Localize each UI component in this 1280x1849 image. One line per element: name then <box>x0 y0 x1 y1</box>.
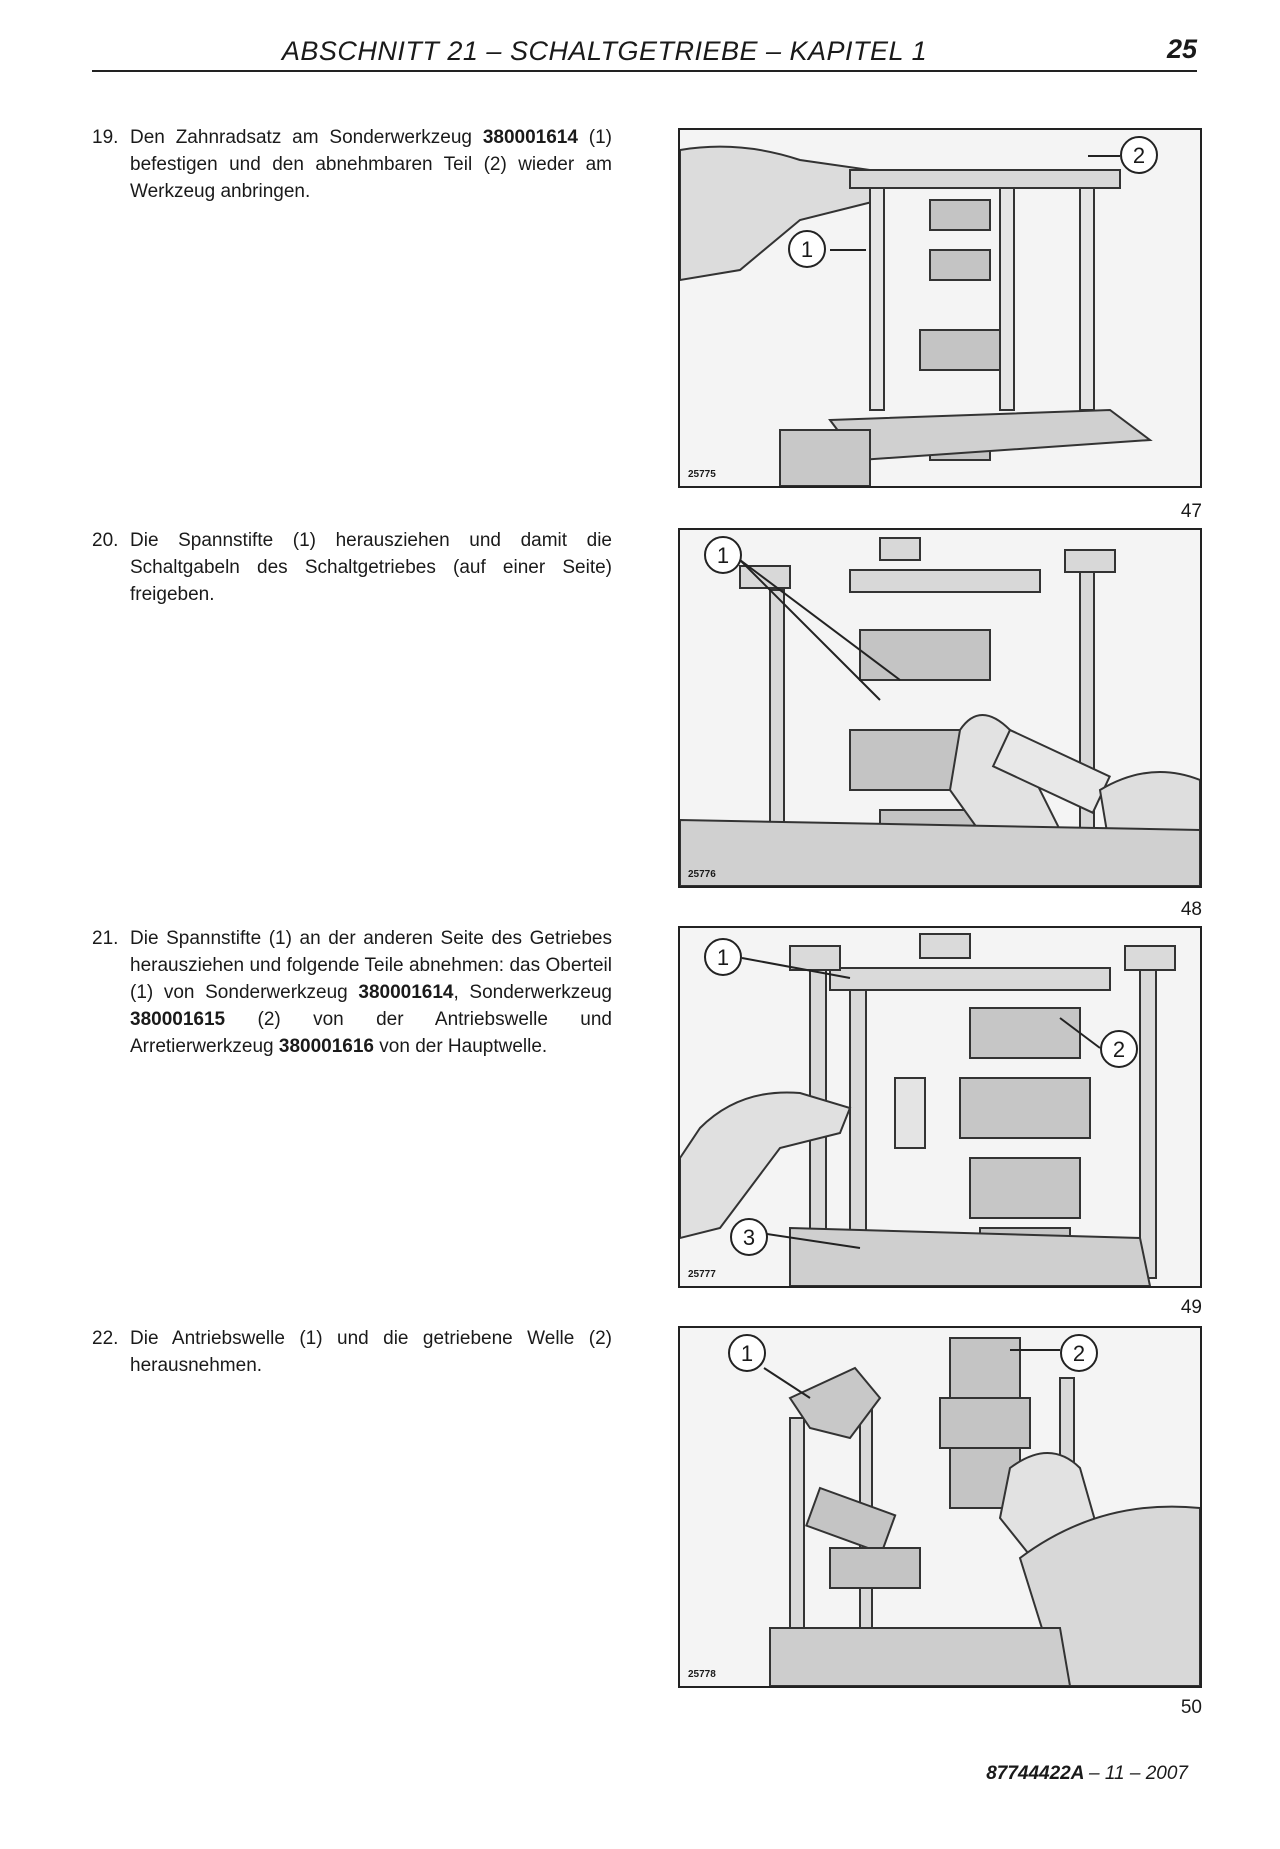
figure-50-image <box>678 1326 1202 1688</box>
page-number: 25 <box>1166 34 1197 64</box>
step-number: 19. <box>92 127 119 148</box>
figure-number-47: 47 <box>1180 501 1202 522</box>
figure-code: 25775 <box>688 469 716 480</box>
callout-3: 3 <box>730 1218 768 1256</box>
callout-2: 2 <box>1100 1030 1138 1068</box>
figure-code: 25778 <box>688 1669 716 1680</box>
callout-2: 2 <box>1120 136 1158 174</box>
figure-48-image <box>678 528 1202 888</box>
step-text: Den Zahnradsatz am Sonderwerkzeug 380001614 (1) befestigen und den abnehmbaren Teil (2) wieder am Werkzeug anbringen. <box>130 127 613 202</box>
step-21 <box>92 925 612 1060</box>
page-header <box>92 28 1197 72</box>
section-title: ABSCHNITT 21 – SCHALTGETRIEBE – KAPITEL 1 <box>281 36 928 66</box>
step-number: 21. <box>92 928 119 949</box>
step-number: 22. <box>92 1328 119 1349</box>
callout-2: 2 <box>1060 1334 1098 1372</box>
tool-part-number: 380001614 <box>358 982 454 1003</box>
step-text: Die Spannstifte (1) an der anderen Seite des Getriebes herausziehen und folgende Teile abnehmen: das Oberteil (1) von Sonderwerkzeug 380001614, Sonderwerkzeug 380001615 (2) von der Antriebswelle und Arretierwerkzeug 380001616 von der Hauptwelle. <box>130 928 612 1057</box>
figure-code: 25777 <box>688 1269 716 1280</box>
step-20 <box>92 527 612 608</box>
figure-49-image <box>678 926 1202 1288</box>
figure-number-49: 49 <box>1180 1297 1202 1318</box>
callout-1: 1 <box>788 230 826 268</box>
step-19 <box>92 124 612 205</box>
document-code: 87744422A – 11 – 2007 <box>986 1763 1188 1784</box>
callout-1: 1 <box>728 1334 766 1372</box>
callout-1: 1 <box>704 536 742 574</box>
step-text: Die Spannstifte (1) herausziehen und damit die Schaltgabeln des Schaltgetriebes (auf einer Seite) freigeben. <box>130 530 612 605</box>
step-number: 20. <box>92 530 119 551</box>
figure-number-48: 48 <box>1180 899 1202 920</box>
tool-part-number: 380001615 <box>130 1009 226 1030</box>
step-22 <box>92 1325 612 1379</box>
step-text: Die Antriebswelle (1) und die getriebene Welle (2) herausnehmen. <box>130 1328 612 1376</box>
callout-1: 1 <box>704 938 742 976</box>
tool-part-number: 380001614 <box>482 127 578 148</box>
figure-47-image <box>678 128 1202 488</box>
figure-number-50: 50 <box>1180 1697 1202 1718</box>
tool-part-number: 380001616 <box>278 1036 374 1057</box>
figure-code: 25776 <box>688 869 716 880</box>
